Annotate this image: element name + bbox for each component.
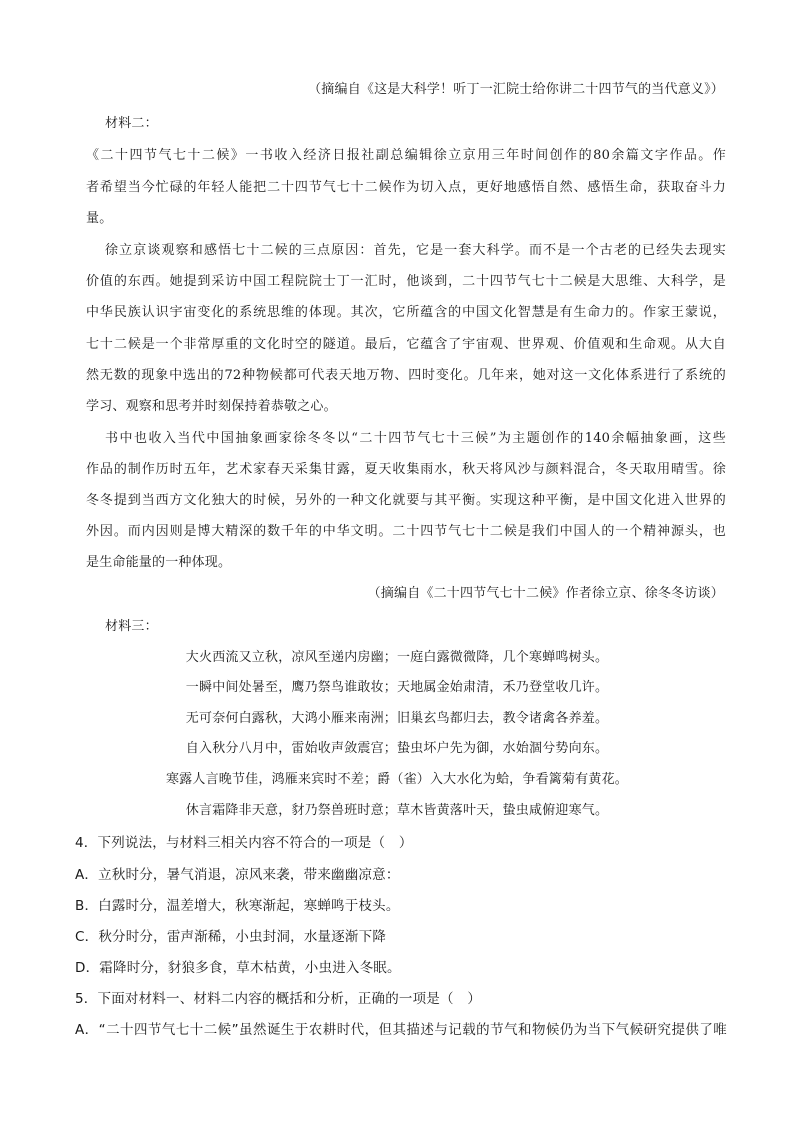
question-4-option-a: A．立秋时分，暑气消退，凉风来袭，带来幽幽凉意： [75, 867, 400, 883]
poem-line: 一瞬中间处暑至，鹰乃祭鸟谁敢妆；天地属金始肃清，禾乃登堂收几许。 [185, 680, 609, 695]
paragraph-line: 然无数的现象中选出的72种物候都可代表天地万物、四时变化。几年来，她对这一文化体系进行了系统的 [86, 368, 726, 383]
paragraph-line: 冬冬提到当西方文化独大的时候，另外的一种文化就要与其平衡。实现这种平衡，是中国文化进入世界的 [86, 493, 726, 508]
poem-line: 自入秋分八月中，雷始收声敛震宫；蛰虫坏户先为御，水始涸兮势向东。 [185, 741, 609, 756]
question-4-option-d: D．霜降时分，豺狼多食，草木枯黄，小虫进入冬眠。 [75, 960, 401, 976]
paragraph-line: 书中也收入当代中国抽象画家徐冬冬以“二十四节气七十三候”为主题创作的140余幅抽象画，这些 [105, 431, 726, 446]
question-4-option-b: B．白露时分，温差增大，秋寒渐起，寒蝉鸣于枝头。 [75, 898, 400, 914]
paragraph-line: 徐立京谈观察和感悟七十二候的三点原因：首先，它是一套大科学。而不是一个古老的已经失去现实 [105, 243, 726, 258]
paragraph-line: 《二十四节气七十二候》一书收入经济日报社副总编辑徐立京用三年时间创作的80余篇文字作品。作 [86, 148, 726, 163]
source-note-1: （摘编自《这是大科学！听丁一汇院士给你讲二十四节气的当代意义》） [308, 82, 724, 97]
poem-line: 寒露人言晚节佳，鸿雁来宾时不差；爵（雀）入大水化为蛤，争看篱菊有黄花。 [165, 772, 628, 787]
paragraph-line: 外因。而内因则是博大精深的数千年的中华文明。二十四节气七十二候是我们中国人的一个精神源头，也 [86, 524, 726, 539]
poem-line: 休言霜降非天意，豺乃祭兽班时意；草木皆黄落叶天，蛰虫咸俯迎寒气。 [185, 803, 609, 818]
poem-line: 大火西流又立秋，凉风至递内房幽；一庭白露微微降，几个寒蝉鸣树头。 [185, 650, 609, 665]
question-5-option-a: A．“二十四节气七十二候”虽然诞生于农耕时代，但其描述与记载的节气和物候仍为当下气候研究提供了唯 [75, 1022, 727, 1038]
paragraph-line: 者希望当今忙碌的年轻人能把二十四节气七十二候作为切入点，更好地感悟自然、感悟生命，获取奋斗力 [86, 180, 726, 195]
poem-line: 无可奈何白露秋，大鸿小雁来南洲；旧巢玄鸟都归去，教令诸禽各养羞。 [185, 711, 609, 726]
question-5-stem: 5．下面对材料一、材料二内容的概括和分析，正确的一项是（ ） [75, 991, 482, 1007]
paragraph-line: 学习、观察和思考并时刻保持着恭敬之心。 [86, 399, 337, 414]
paragraph-line: 量。 [86, 211, 113, 226]
question-4-option-c: C．秋分时分，雷声渐稀，小虫封洞，水量逐渐下降 [75, 929, 387, 945]
paragraph-line: 作品的制作历时五年，艺术家春天采集甘露，夏天收集雨水，秋天将风沙与颜料混合，冬天取用晴雪。徐 [86, 462, 726, 477]
material-2-label: 材料二： [105, 116, 158, 131]
source-note-2: （摘编自《二十四节气七十二候》作者徐立京、徐冬冬访谈） [367, 586, 724, 601]
paragraph-line: 价值的东西。她提到采访中国工程院院士丁一汇时，他谈到，二十四节气七十二候是大思维、大科学，是 [86, 274, 726, 289]
paragraph-line: 是生命能量的一种体现。 [86, 555, 232, 570]
paragraph-line: 七十二候是一个非常厚重的文化时空的隧道。最后，它蕴含了宇宙观、世界观、价值观和生命观。从大自 [86, 337, 726, 352]
paragraph-line: 中华民族认识宇宙变化的系统思维的体现。其次，它所蕴含的中国文化智慧是有生命力的。作家王蒙说， [86, 305, 726, 320]
question-4-stem: 4．下列说法，与材料三相关内容不符合的一项是（ ） [75, 835, 413, 851]
material-3-label: 材料三： [105, 619, 158, 634]
